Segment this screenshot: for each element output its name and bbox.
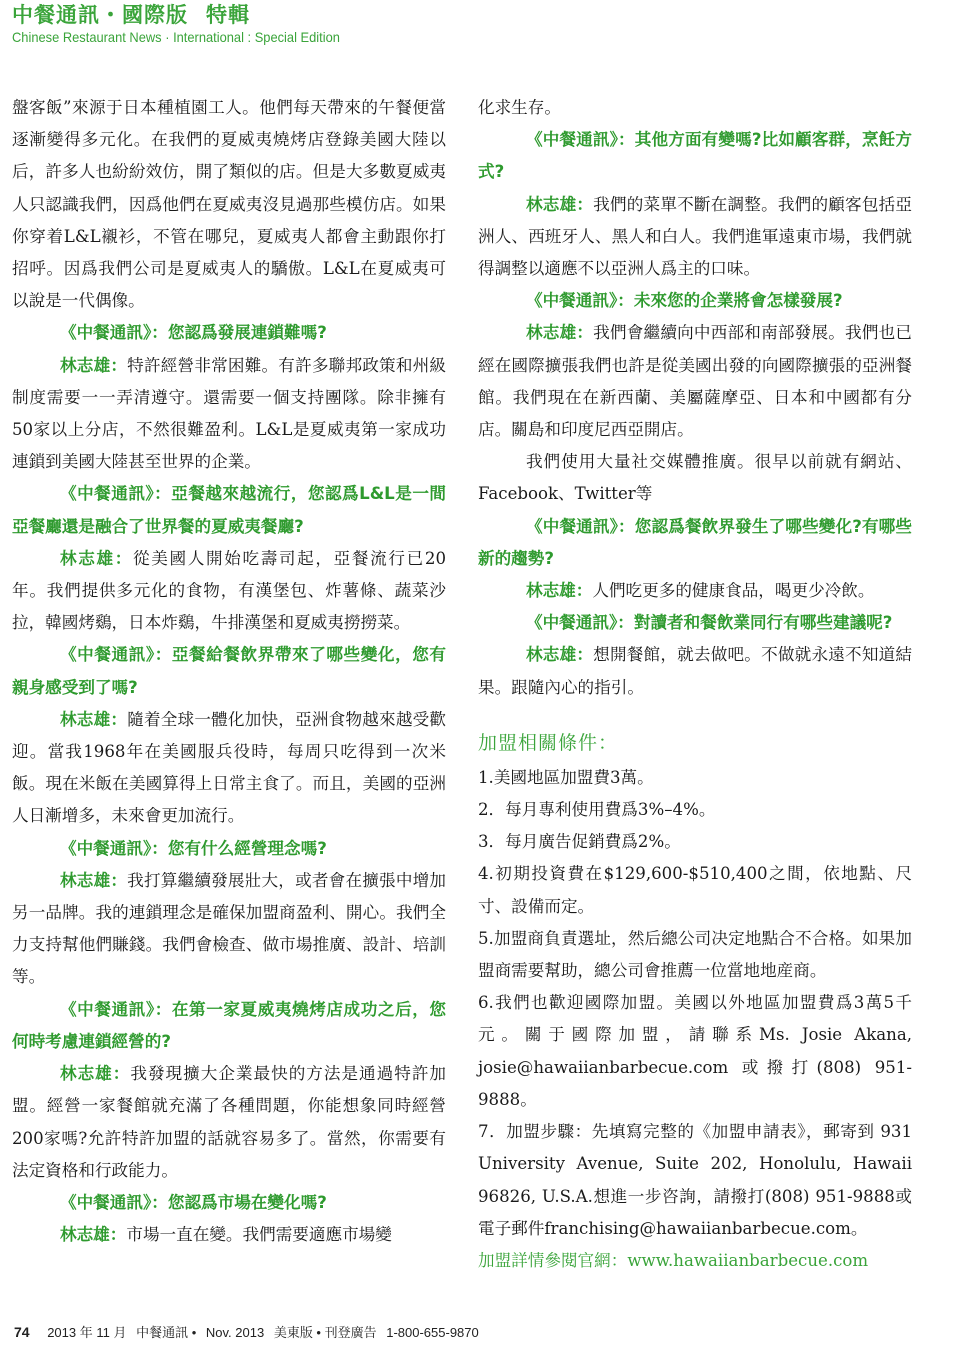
answer-text: 我們的菜單不斷在調整。我們的顧客包括亞洲人、西班牙人、黑人和白人。我們進軍遠東市場，我們就得調整以適應不以亞洲人爲主的口味。: [478, 194, 913, 279]
list-item: 7．加盟步驟：先填寫完整的《加盟申請表》，郵寄到 931 University Avenue, Suite 202, Honolulu, Hawaii 96826, U.S.A.想進一步咨詢，請撥打(808) 951-9888或電子郵件franchising@hawaiianbarbecue.com。: [478, 1122, 912, 1238]
speaker-name: 林志雄：: [526, 323, 594, 343]
list-item: 5.加盟商負責選址，然后總公司决定地點合不合格。如果加盟商需要幫助，總公司會推薦一位當地地産商。: [478, 928, 912, 981]
interview-answer: [12, 704, 446, 833]
list-item: 2．每月專利使用費爲3%–4%。: [478, 800, 716, 820]
franchise-conditions-list: [478, 762, 912, 1277]
masthead-title-special: 特輯: [206, 3, 250, 27]
answer-text: 隨着全球一體化加快，亞洲食物越來越受歡迎。當我1968年在美國服兵役時，每周只吃得到一次米飯。現在米飯在美國算得上日常主食了。而且，美國的亞洲人日漸增多，未來會更加流行。: [12, 709, 447, 826]
interview-question: 《中餐通訊》：您認爲餐飲界發生了哪些變化?有哪些新的趨勢?: [478, 516, 912, 568]
interview-answer: [12, 1219, 446, 1251]
masthead-subtitle: Chinese Restaurant News · International : Special Edition: [12, 29, 340, 45]
interview-answer: [12, 865, 446, 994]
interview-answer: [478, 189, 912, 286]
interview-question: 《中餐通訊》：您有什么經營理念嗎?: [60, 838, 327, 858]
interview-answer: [478, 317, 912, 446]
interview-question: 《中餐通訊》：未來您的企業將會怎樣發展?: [526, 291, 843, 311]
issue-date-en: Nov. 2013: [205, 1325, 265, 1340]
paragraph: 化求生存。: [478, 98, 561, 117]
interview-question: 《中餐通訊》：其他方面有變嗎?比如顧客群，烹飪方式?: [478, 130, 912, 182]
speaker-name: 林志雄：: [526, 581, 593, 601]
right-column: [478, 92, 912, 1277]
website-link[interactable]: 加盟詳情參閱官網：www.hawaiianbarbecue.com: [478, 1250, 869, 1270]
masthead-title-main: 中餐通訊・國際版: [12, 3, 188, 27]
ad-phone: 1-800-655-9870: [386, 1325, 479, 1340]
interview-question: 《中餐通訊》：亞餐越來越流行，您認爲L&L是一間亞餐廳還是融合了世界餐的夏威夷餐廳?: [12, 484, 446, 536]
interview-question: 《中餐通訊》：在第一家夏威夷燒烤店成功之后，您何時考慮連鎖經營的?: [12, 999, 446, 1051]
page-footer: [14, 1322, 485, 1341]
speaker-name: 林志雄：: [60, 548, 133, 568]
answer-text: 從美國人開始吃壽司起，亞餐流行已20年。我們提供多元化的食物，有漢堡包、炸薯條、蔬菜沙拉，韓國烤鷄，日本炸鷄，牛排漢堡和夏威夷撈撈菜。: [12, 548, 446, 633]
masthead-title: [12, 2, 368, 28]
interview-question: 《中餐通訊》：您認爲發展連鎖難嗎?: [60, 323, 327, 343]
paragraph: 我們使用大量社交媒體推廣。很早以前就有網站、Facebook、Twitter等: [478, 452, 912, 504]
speaker-name: 林志雄：: [60, 355, 128, 375]
issue-date-cn: 2013 年 11 月: [47, 1325, 127, 1340]
speaker-name: 林志雄：: [60, 709, 128, 729]
list-item: 6.我們也歡迎國際加盟。美國以外地區加盟費爲3萬5千元。關于國際加盟，請聯系Ms. Josie Akana, josie@hawaiianbarbecue.com 或撥打(808) 951-9888。: [478, 993, 912, 1109]
paragraph: 盤客飯”來源于日本種植園工人。他們每天帶來的午餐便當逐漸變得多元化。在我們的夏威夷燒烤店登錄美國大陸以后，許多人也紛紛效仿，開了類似的店。但是大多數夏威夷人只認識我們，因爲他們在夏威夷沒見過那些模仿店。如果你穿着L&L襯衫，不管在哪兒，夏威夷人都會主動跟你打招呼。因爲我們公司是夏威夷人的驕傲。L&L在夏威夷可以說是一代偶像。: [12, 98, 446, 311]
publication-name: 中餐通訊 •: [136, 1325, 197, 1340]
interview-answer: [478, 639, 912, 703]
speaker-name: 林志雄：: [526, 645, 594, 665]
speaker-name: 林志雄：: [526, 194, 594, 214]
list-item: 1.美國地區加盟費3萬。: [478, 767, 654, 787]
speaker-name: 林志雄：: [60, 870, 128, 890]
answer-text: 市場一直在變。我們需要適應市場變: [126, 1225, 392, 1245]
answer-text: 特許經營非常困難。有許多聯邦政策和州級制度需要一一弄清遵守。還需要一個支持團隊。除非擁有50家以上分店，不然很難盈利。L&L是夏威夷第一家成功連鎖到美國大陸甚至世界的企業。: [12, 355, 447, 472]
answer-text: 我打算繼續發展壯大，或者會在擴張中增加另一品牌。我的連鎖理念是確保加盟商盈利、開心。我們全力支持幫他們賺錢。我們會檢查、做市場推廣、設計、培訓等。: [12, 870, 447, 987]
masthead: [12, 2, 368, 46]
answer-text: 我們會繼續向中西部和南部發展。我們也已經在國際擴張我們也許是從美國出發的向國際擴張的亞洲餐館。我們現在在新西蘭、美屬薩摩亞、日本和中國都有分店。關島和印度尼西亞開店。: [478, 323, 913, 440]
interview-answer: [12, 543, 446, 640]
interview-question: 《中餐通訊》：亞餐給餐飲界帶來了哪些變化，您有親身感受到了嗎?: [12, 645, 446, 697]
interview-answer: [12, 1058, 446, 1187]
list-item: 4.初期投資費在$129,600-$510,400之間，依地點、尺寸、設備而定。: [478, 864, 912, 916]
answer-text: 我發現擴大企業最快的方法是通過特許加盟。經營一家餐館就充滿了各種問題，你能想象同時經營200家嗎?允許特許加盟的話就容易多了。當然，你需要有法定資格和行政能力。: [12, 1064, 447, 1180]
edition-label: 美東版 • 刊登廣告: [273, 1325, 377, 1340]
left-column: [12, 92, 446, 1251]
page-number: 74: [14, 1324, 30, 1340]
interview-answer: [12, 350, 446, 479]
interview-question: 《中餐通訊》：對讀者和餐飲業同行有哪些建議呢?: [526, 613, 893, 633]
interview-answer: [478, 575, 912, 607]
franchise-section-title: 加盟相關條件：: [478, 731, 619, 754]
speaker-name: 林志雄：: [60, 1225, 127, 1245]
interview-question: 《中餐通訊》：您認爲市場在變化嗎?: [60, 1192, 327, 1212]
speaker-name: 林志雄：: [60, 1064, 131, 1084]
list-item: 3．每月廣告促銷費爲2%。: [478, 832, 681, 852]
answer-text: 想開餐館，就去做吧。不做就永遠不知道結果。跟隨內心的指引。: [478, 645, 913, 697]
answer-text: 人們吃更多的健康食品，喝更少冷飲。: [592, 581, 875, 601]
